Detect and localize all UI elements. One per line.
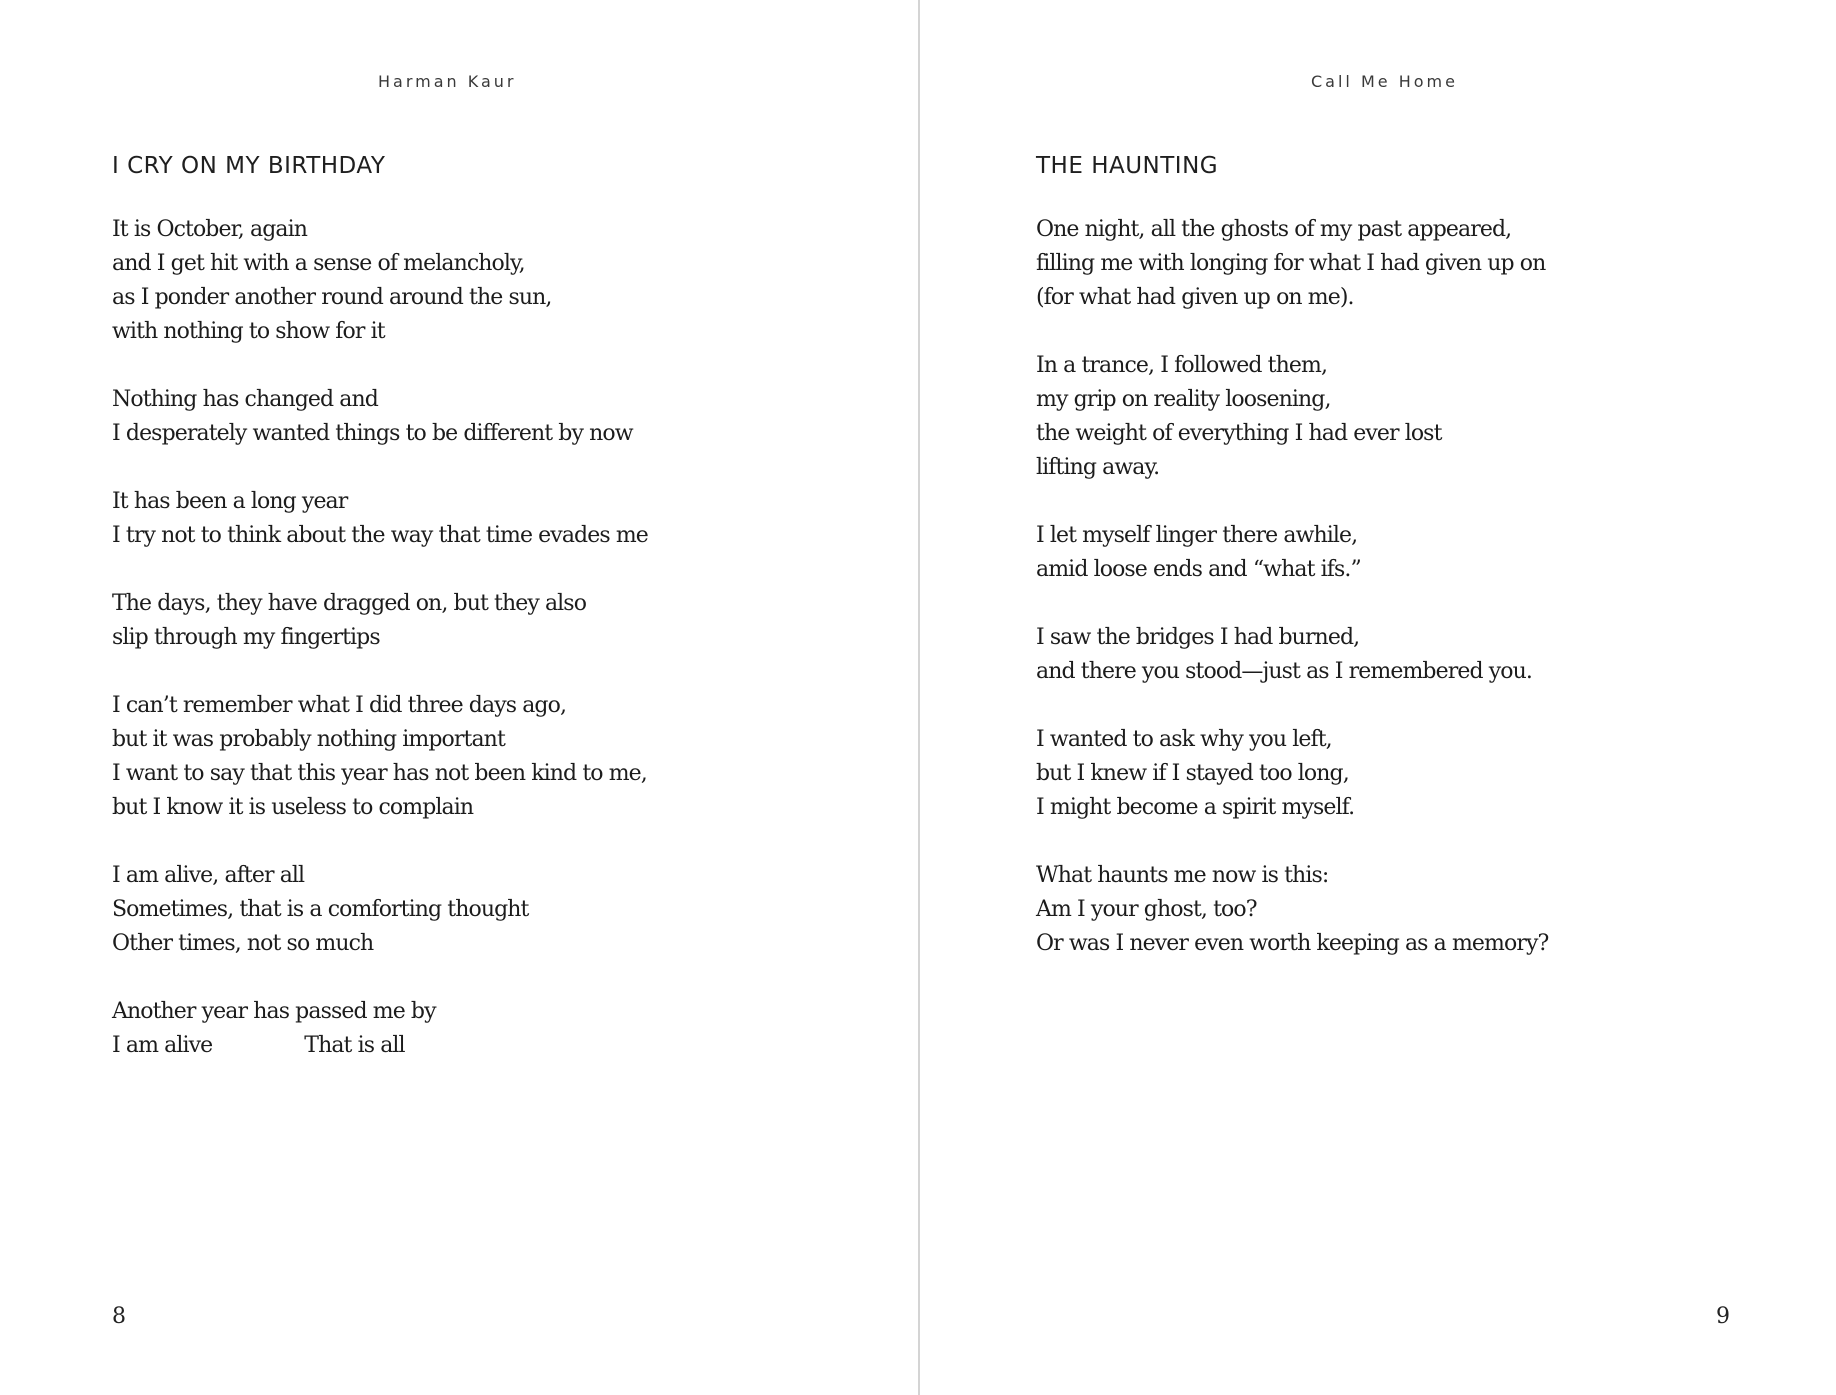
final-line-part-2: That is all [304,1033,405,1058]
poem-line: Or was I never even worth keeping as a memory? [1036,931,1549,956]
poem-line: I desperately wanted things to be different by now [112,421,633,446]
poem-line: as I ponder another round around the sun, [112,285,552,310]
poem-line: Sometimes, that is a comforting thought [112,897,529,922]
poem-title: I CRY ON MY BIRTHDAY [112,153,386,179]
poem-line: but it was probably nothing important [112,727,505,752]
poem-line: The days, they have dragged on, but they also [112,591,587,616]
poem-line: One night, all the ghosts of my past appeared, [1036,217,1512,242]
page-number: 8 [112,1304,126,1329]
poem-line: I try not to think about the way that time evades me [112,523,648,548]
stanza [1036,349,1548,485]
poem-line: I might become a spirit myself. [1036,795,1355,820]
stanza [1036,213,1548,315]
poem-title: THE HAUNTING [1036,153,1219,179]
poem-line: I let myself linger there awhile, [1036,523,1358,548]
stanza [1036,621,1548,689]
poem-line: the weight of everything I had ever lost [1036,421,1442,446]
poem-line: It has been a long year [112,489,348,514]
poem-line: lifting away. [1036,455,1160,480]
poem-body [1036,213,1548,995]
poem-line: I wanted to ask why you left, [1036,727,1332,752]
right-page [920,0,1836,1395]
poem-line: I want to say that this year has not been kind to me, [112,761,647,786]
poem-line: I am alive, after all [112,863,305,888]
poem-line: (for what had given up on me). [1036,285,1354,310]
stanza [112,995,648,1063]
running-head-book-title: Call Me Home [1311,72,1458,91]
poem-line: Nothing has changed and [112,387,378,412]
stanza [112,859,648,961]
poem-line: filling me with longing for what I had given up on [1036,251,1546,276]
stanza [112,587,648,655]
poem-line: I can’t remember what I did three days ago, [112,693,567,718]
final-line-part-1: I am alive [112,1033,213,1058]
stanza [112,213,648,349]
poem-line: and I get hit with a sense of melancholy, [112,251,525,276]
poem-line: Another year has passed me by [112,999,436,1024]
poem-line: What haunts me now is this: [1036,863,1329,888]
poem-line: I saw the bridges I had burned, [1036,625,1360,650]
poem-line: In a trance, I followed them, [1036,353,1328,378]
poem-line: my grip on reality loosening, [1036,387,1331,412]
poem-line: Other times, not so much [112,931,374,956]
poem-body [112,213,648,1097]
page-number: 9 [1716,1304,1730,1329]
poem-line: but I knew if I stayed too long, [1036,761,1349,786]
running-head-author: Harman Kaur [378,72,517,91]
poem-line: It is October, again [112,217,307,242]
poem-line: and there you stood—just as I remembered you. [1036,659,1532,684]
stanza [112,689,648,825]
stanza [1036,723,1548,825]
poem-line: amid loose ends and “what ifs.” [1036,557,1361,582]
stanza [112,485,648,553]
stanza [112,383,648,451]
poem-line: with nothing to show for it [112,319,385,344]
poem-line: slip through my fingertips [112,625,380,650]
poem-line: Am I your ghost, too? [1036,897,1257,922]
poem-final-line [112,1029,648,1063]
stanza [1036,859,1548,961]
poem-line: but I know it is useless to complain [112,795,474,820]
stanza [1036,519,1548,587]
